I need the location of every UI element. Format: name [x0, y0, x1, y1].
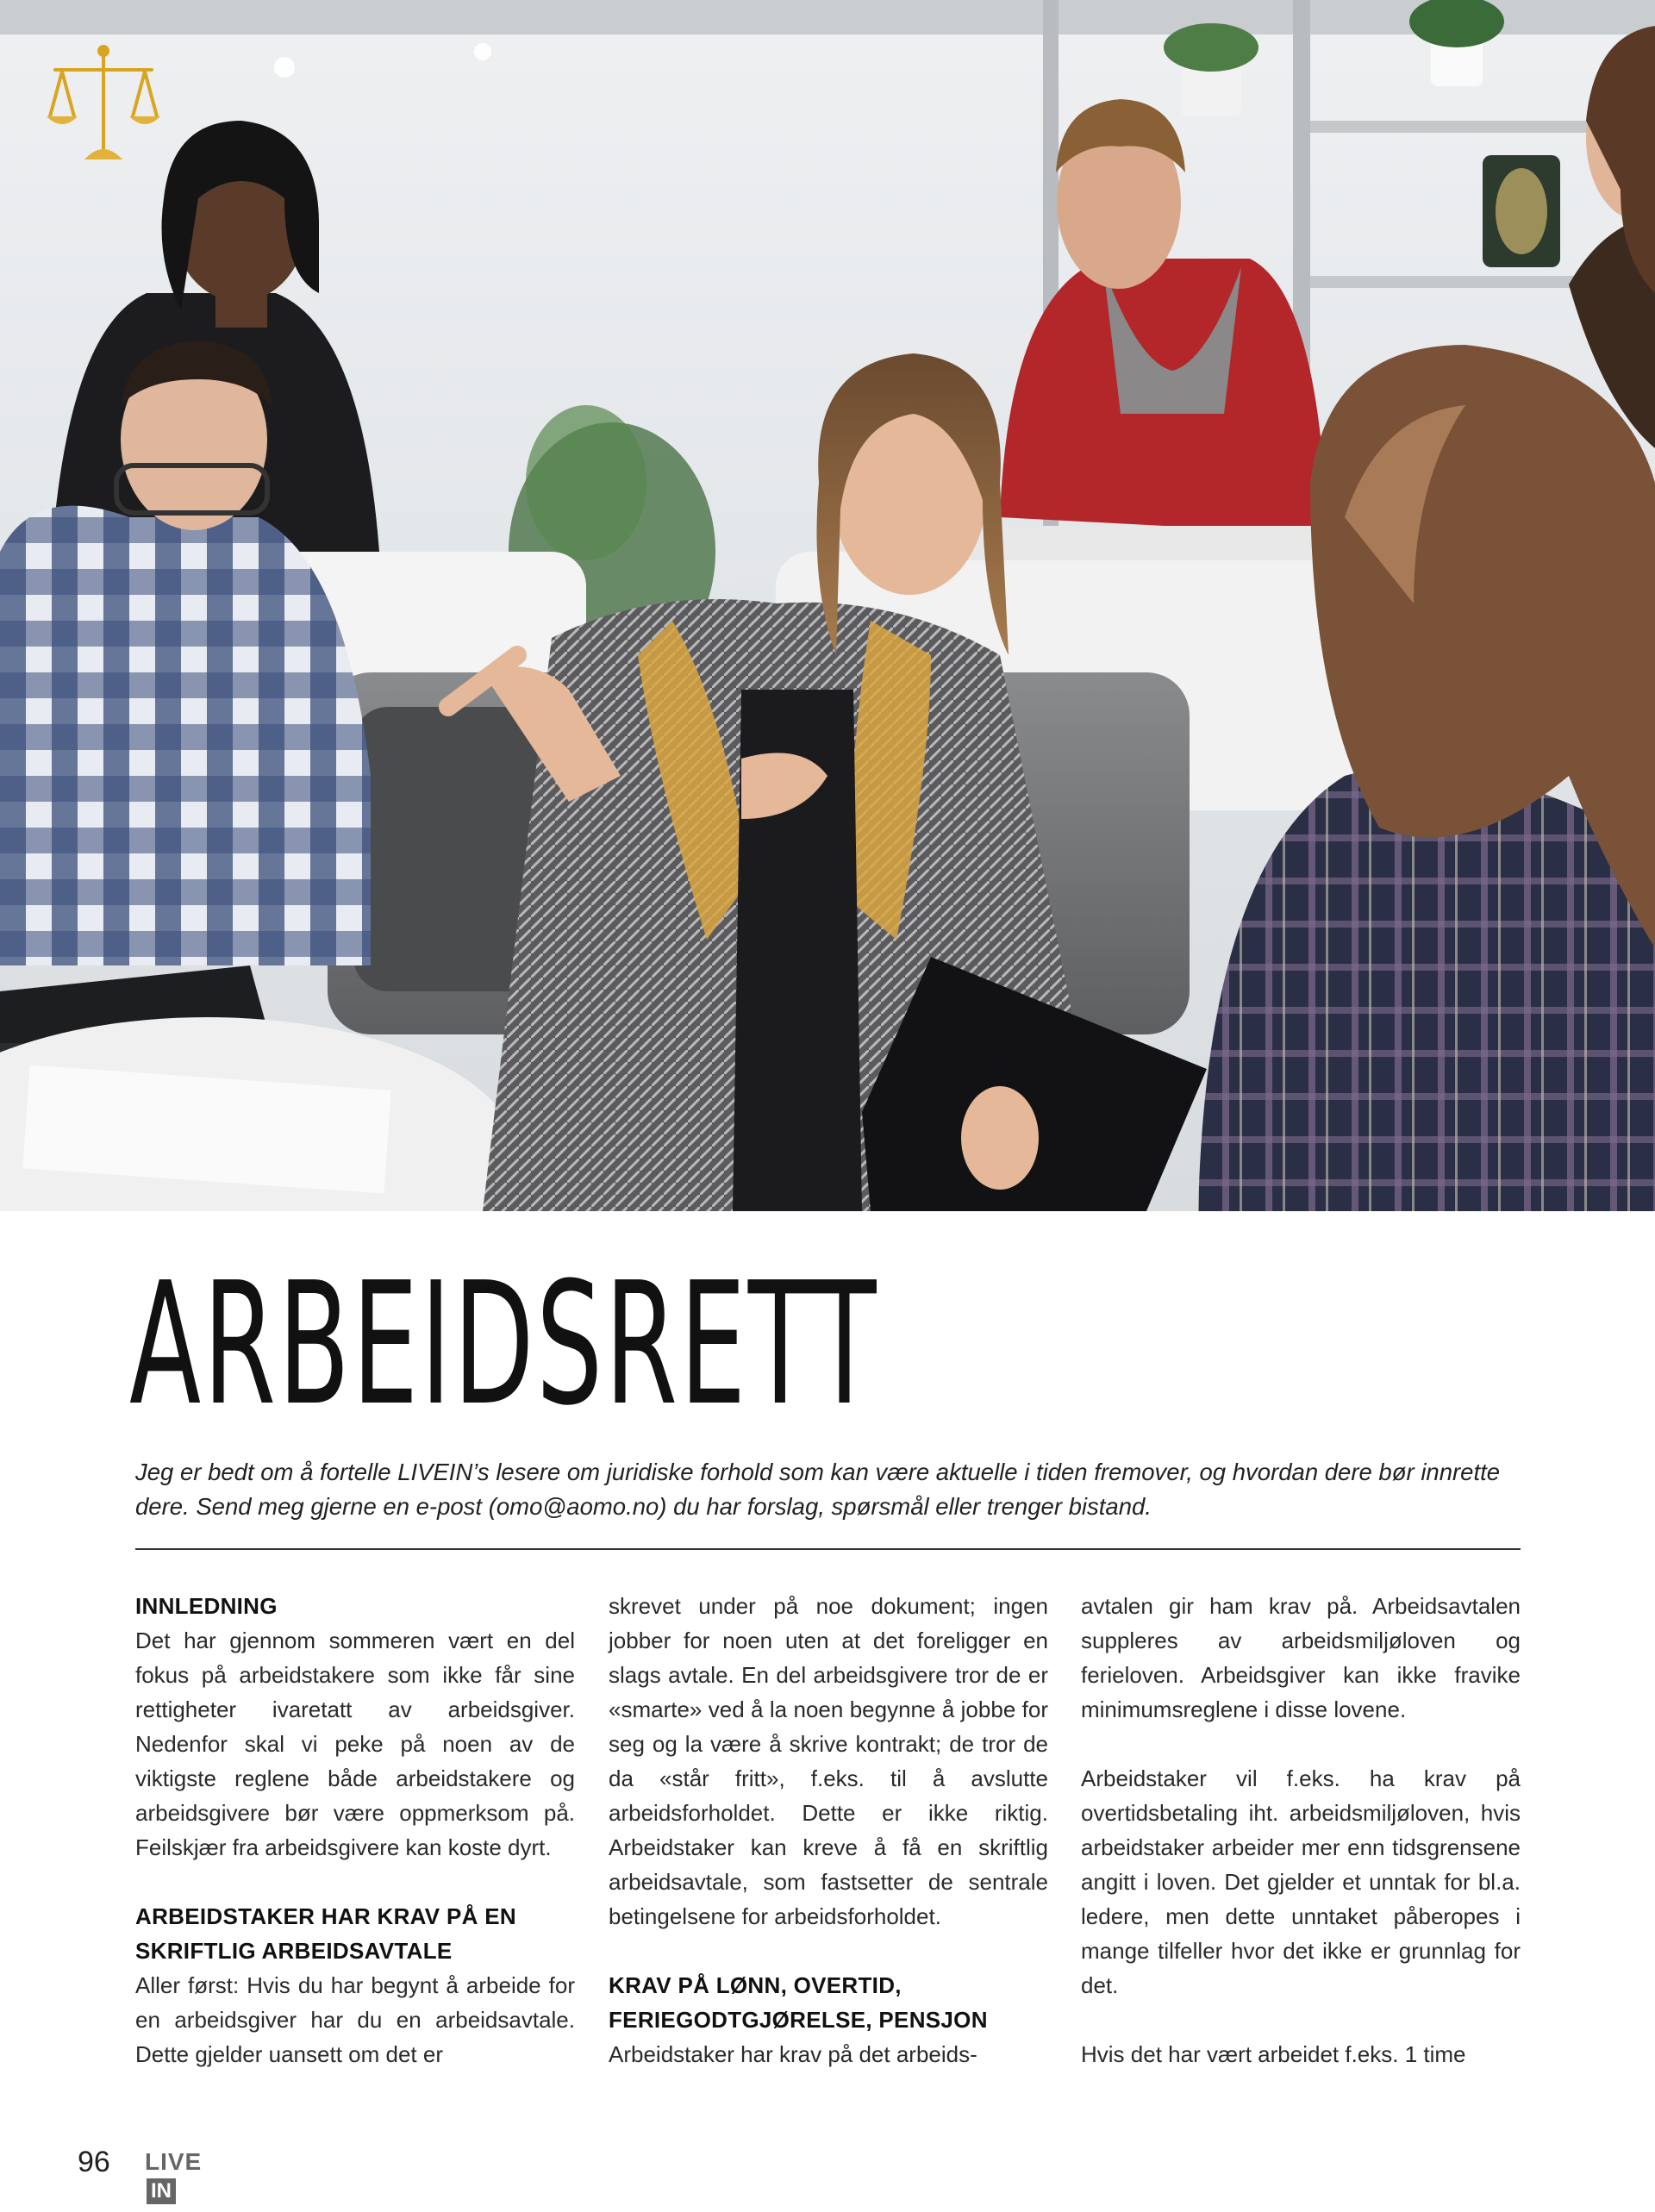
section-heading-arbeidsavtale-line2: SKRIFTLIG ARBEIDSAVTALE	[135, 1938, 453, 1964]
scales-of-justice-icon	[43, 39, 164, 168]
paragraph: skrevet under på noe dokument; ingen jobber for noen uten at det foreligger en slags avtale. En del arbeidsgivere tror de er «smarte» ved å la noen begynne å jobbe for seg og la være å skrive kontrakt; de tror de da «står fritt», f.eks. til å avslutte arbeidsforholdet. Dette er ikke riktig. Arbeidstaker kan kreve å få en skriftlig arbeidsavtale, som fastsetter de sentrale betingelsene for arbeidsforholdet.	[609, 1593, 1048, 1929]
article-intro: Jeg er bedt om å fortelle LIVEIN’s lesere om juridiske forhold som kan være aktuelle i tiden fremover, og hvordan dere bør innrette dere. Send meg gjerne en e-post (omo@aomo.no) du har forslag, spørsmål eller trenger bistand.	[135, 1459, 1501, 1520]
article-title: ARBEIDSRETT	[129, 1247, 879, 1443]
paragraph: Hvis det har vært arbeidet f.eks. 1 time	[1081, 2041, 1466, 2067]
section-heading-lonn-line2: FERIEGODTGJØRELSE, PENSJON	[609, 2007, 988, 2033]
logo-in-box: IN	[147, 2178, 176, 2204]
divider-rule	[135, 1548, 1521, 1550]
livein-logo	[145, 2147, 203, 2203]
spacer	[1081, 1727, 1521, 1761]
section-heading-lonn-line1: KRAV PÅ LØNN, OVERTID,	[609, 1972, 902, 1998]
paragraph: avtalen gir ham krav på. Arbeidsavtalen suppleres av arbeidsmiljøloven og ferieloven. Arbeidsgiver kan ikke fravike minimumsreglene i disse lovene.	[1081, 1593, 1521, 1722]
text-column-3	[1081, 1589, 1521, 2071]
text-column-2	[609, 1589, 1048, 2071]
page-number: 96	[78, 2146, 110, 2178]
paragraph: Det har gjennom sommeren vært en del fokus på arbeidstakere som ikke får sine rettigheter ivaretatt av arbeidsgiver. Nedenfor skal vi peke på noen av de viktigste reglene både arbeidstakere og arbeidsgivere bør være oppmerksom på. Feilskjær fra arbeidsgivere kan koste dyrt.	[135, 1628, 575, 1860]
paragraph: Aller først: Hvis du har begynt å arbeide for en arbeidsgiver har du en arbeidsavtale. Dette gjelder uansett om det er	[135, 1972, 575, 2067]
spacer	[135, 1865, 575, 1899]
spacer	[1081, 2003, 1521, 2037]
text-column-1	[135, 1589, 575, 2071]
section-heading-arbeidsavtale-line1: ARBEIDSTAKER HAR KRAV PÅ EN	[135, 1903, 516, 1929]
spacer	[609, 1934, 1048, 1968]
paragraph: Arbeidstaker vil f.eks. ha krav på overtidsbetaling iht. arbeidsmiljøloven, hvis arbeidstaker arbeider mer enn tidsgrensene angitt i loven. Det gjelder et unntak for bl.a. ledere, men dette unntaket påberopes i mange tilfeller hvor det ikke er grunnlag for det.	[1081, 1765, 1521, 1998]
section-heading-innledning: INNLEDNING	[135, 1593, 278, 1619]
paragraph: Arbeidstaker har krav på det arbeids-	[609, 2041, 977, 2067]
logo-live-text: LIVE	[145, 2148, 203, 2175]
